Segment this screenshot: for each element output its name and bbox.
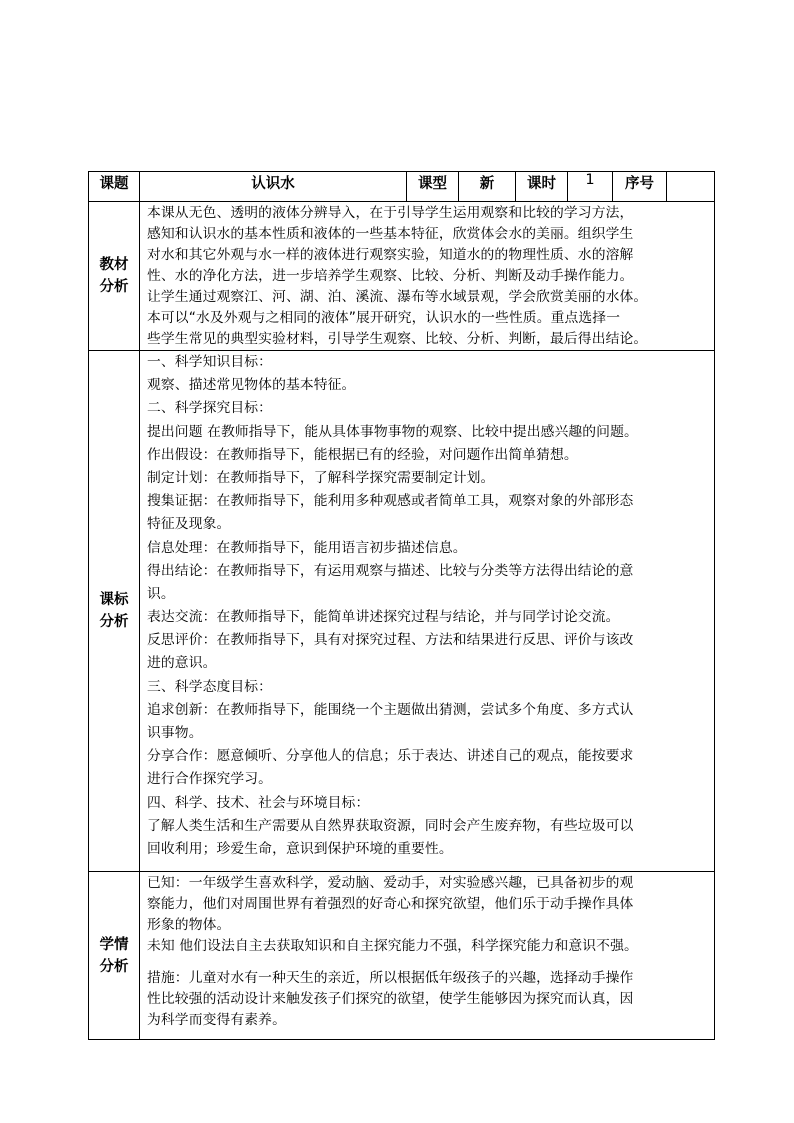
- textbook-analysis-content: [140, 202, 715, 351]
- learner-line: 已知：一年级学生喜欢科学，爱动脑、爱动手，对实验感兴趣，已具备初步的观: [147, 875, 634, 891]
- topic-value: 认识水: [140, 172, 407, 202]
- curriculum-line: 识。: [147, 585, 175, 602]
- textbook-line: 些学生常见的典型实验材料，引导学生观察、比较、分析、判断，最后得出结论。: [147, 331, 648, 347]
- learner-analysis-label: [89, 872, 140, 1040]
- topic-label: 课题: [89, 172, 140, 202]
- curriculum-line: 三、科学态度目标：: [147, 678, 273, 695]
- curriculum-line: 信息处理：在教师指导下，能用语言初步描述信息。: [147, 539, 467, 556]
- learner-analysis-row: [89, 872, 715, 1040]
- curriculum-line: 识事物。: [147, 725, 203, 741]
- curriculum-line: 了解人类生活和生产需要从自然界获取资源，同时会产生废弃物，有些垃圾可以: [147, 817, 634, 834]
- lesson-type-value: 新: [459, 172, 516, 202]
- curriculum-line: 追求创新：在教师指导下，能围绕一个主题做出猜测，尝试多个角度、多方式认: [147, 701, 634, 718]
- curriculum-line: 二、科学探究目标：: [147, 400, 273, 417]
- lesson-type-label: 课型: [407, 172, 459, 202]
- curriculum-analysis-row: [89, 351, 715, 872]
- curriculum-line: 得出结论：在教师指导下，有运用观察与描述、比较与分类等方法得出结论的意: [147, 562, 634, 579]
- textbook-line: 感知和认识水的基本性质和液体的一些基本特征，欣赏体会水的美丽。组织学生: [147, 226, 634, 242]
- curriculum-line: 搜集证据：在教师指导下，能利用多种观感或者简单工具，观察对象的外部形态: [147, 493, 634, 510]
- paragraph-gap: [147, 957, 708, 968]
- curriculum-line: 反思评价：在教师指导下，具有对探究过程、方法和结果进行反思、评价与该改: [147, 632, 634, 649]
- textbook-label-line1: 教材: [99, 257, 129, 273]
- learner-line: 察能力，他们对周围世界有着强烈的好奇心和探究欲望，他们乐于动手操作具体: [147, 896, 634, 912]
- curriculum-line: 表达交流：在教师指导下，能简单讲述探究过程与结论，并与同学讨论交流。: [147, 609, 620, 626]
- curriculum-line: 分享合作：愿意倾听、分享他人的信息；乐于表达、讲述自己的观点，能按要求: [147, 748, 634, 765]
- sequence-label: 序号: [613, 172, 667, 202]
- curriculum-line: 作出假设：在教师指导下，能根据已有的经验，对问题作出简单猜想。: [147, 446, 578, 463]
- curriculum-analysis-label: [89, 351, 140, 872]
- textbook-line: 本可以“水及外观与之相同的液体”展开研究，认识水的一些性质。重点选择一: [147, 310, 621, 326]
- curriculum-line: 提出问题 在教师指导下，能从具体事物事物的观察、比较中提出感兴趣的问题。: [147, 423, 638, 440]
- class-hours-value: 1: [568, 172, 613, 202]
- textbook-line: 性、水的净化方法，进一步培养学生观察、比较、分析、判断及动手操作能力。: [147, 268, 634, 284]
- curriculum-analysis-content: [140, 351, 715, 872]
- textbook-line: 让学生通过观察江、河、湖、泊、溪流、瀑布等水域景观，学会欣赏美丽的水体。: [147, 289, 648, 305]
- curriculum-line: 观察、描述常见物体的基本特征。: [147, 377, 356, 394]
- curriculum-line: 进行合作探究学习。: [147, 771, 273, 788]
- curriculum-line: 进的意识。: [147, 655, 217, 672]
- textbook-line: 对水和其它外观与水一样的液体进行观察实验，知道水的的物理性质、水的溶解: [147, 247, 634, 263]
- learner-line: 措施：儿童对水有一种天生的亲近，所以根据低年级孩子的兴趣，选择动手操作: [147, 970, 634, 986]
- textbook-analysis-label: [89, 202, 140, 351]
- curriculum-line: 回收利用；珍爱生命，意识到保护环境的重要性。: [147, 840, 453, 857]
- learner-line: 为科学而变得有素养。: [147, 1012, 286, 1028]
- learner-line: 形象的物体。: [147, 917, 231, 933]
- header-row: [89, 172, 715, 202]
- learner-label-line1: 学情: [99, 936, 129, 953]
- curriculum-line: 一、科学知识目标：: [147, 354, 273, 370]
- curriculum-label-line2: 分析: [99, 614, 129, 630]
- learner-line: 未知 他们设法自主去获取知识和自主探究能力不强，科学探究能力和意识不强。: [147, 938, 638, 954]
- learner-line: 性比较强的活动设计来触发孩子们探究的欲望，使学生能够因为探究而认真，因: [147, 991, 634, 1007]
- sequence-value: [667, 172, 715, 202]
- curriculum-label-line1: 课标: [99, 592, 129, 608]
- curriculum-line: 制定计划：在教师指导下，了解科学探究需要制定计划。: [147, 469, 495, 486]
- learner-analysis-content: [140, 872, 715, 1040]
- textbook-analysis-row: [89, 202, 715, 351]
- lesson-plan-table: [88, 171, 715, 1040]
- curriculum-line: 四、科学、技术、社会与环境目标：: [147, 794, 370, 811]
- learner-label-line2: 分析: [99, 958, 129, 975]
- textbook-line: 本课从无色、透明的液体分辨导入，在于引导学生运用观察和比较的学习方法，: [147, 205, 634, 221]
- curriculum-line: 特征及现象。: [147, 516, 231, 533]
- textbook-label-line2: 分析: [99, 279, 129, 295]
- class-hours-label: 课时: [516, 172, 568, 202]
